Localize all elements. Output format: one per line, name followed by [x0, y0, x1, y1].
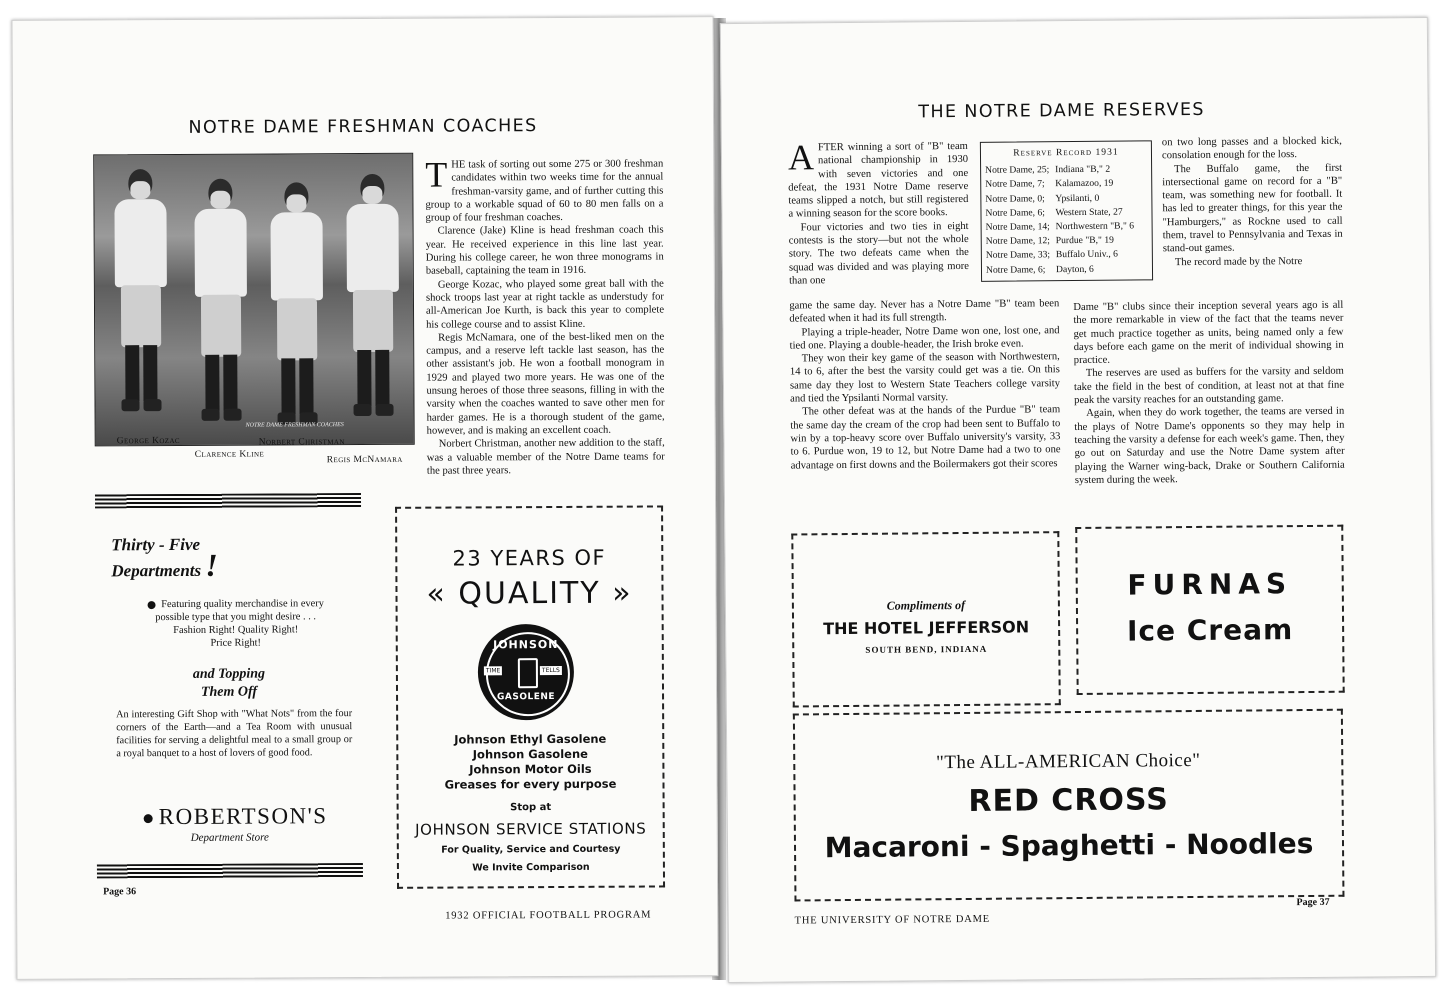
- johnson-logo: JOHNSON TIME TELLS GASOLENE: [478, 624, 575, 721]
- ad-stations: JOHNSON SERVICE STATIONS: [415, 819, 647, 839]
- page-title: THE NOTRE DAME RESERVES: [918, 99, 1205, 123]
- paragraph: The reserves are used as buffers for the varsity and seldom take the field in the best of condition, at least not at that fine peak the varsity reaches for an outstanding game.: [1073, 366, 1345, 407]
- record-row: Notre Dame, 33; Buffalo Univ., 6: [985, 249, 1119, 262]
- bullet-icon: [147, 601, 155, 609]
- record-row: Notre Dame, 0; Ypsilanti, 0: [985, 192, 1100, 205]
- drop-cap: T: [425, 154, 448, 195]
- photo-figure: [114, 169, 167, 421]
- ad-stripes-top: [95, 493, 361, 508]
- caption-kozac: George Kozac: [116, 435, 181, 447]
- red-cross-ad: "The ALL-AMERICAN Choice" RED CROSS Macaroni - Spaghetti - Noodles: [793, 709, 1345, 902]
- record-row: Notre Dame, 14; Northwestern "B," 6: [985, 220, 1135, 233]
- paragraph: Clarence (Jake) Kline is head freshman coach this year. He received experience in this line last year. During his college career, he won three monograms in baseball, captaining the team in 1916.: [425, 224, 664, 278]
- paragraph: The record made by the Notre: [1174, 255, 1303, 268]
- photo-figure: [270, 182, 323, 434]
- caption-mcnamara: Regis McNamara: [326, 454, 403, 466]
- robertsons-ad: [95, 493, 363, 878]
- ad-tag1: For Quality, Service and Courtesy: [441, 843, 621, 856]
- page-number: Page 36: [103, 886, 137, 898]
- record-row: Notre Dame, 7; Kalamazoo, 19: [985, 178, 1114, 191]
- page-title: NOTRE DAME FRESHMAN COACHES: [188, 116, 538, 138]
- article-wide-right: [1073, 299, 1345, 488]
- record-row: Notre Dame, 6; Western State, 27: [985, 206, 1123, 219]
- paragraph: FTER winning a sort of "B" team national championship in 1930 with seven victories and one defeat, the 1931 Notre Dame reserve teams slipped a notch, but still registered a winning season for the score books.: [788, 140, 969, 220]
- page-footer: THE UNIVERSITY OF NOTRE DAME: [794, 913, 990, 927]
- paragraph: game the same day. Never has a Notre Dame "B" team been defeated when it had its full strength.: [789, 298, 1060, 325]
- left-page: [11, 16, 718, 980]
- page-footer: 1932 OFFICIAL FOOTBALL PROGRAM: [445, 909, 652, 922]
- record-row: Notre Dame, 6; Dayton, 6: [985, 263, 1094, 276]
- article-col1: [787, 137, 970, 288]
- bullet-icon: [144, 814, 153, 823]
- ad-stripes-bottom: [97, 863, 363, 878]
- article-col3: [1162, 135, 1343, 270]
- ad-heading: Thirty - Five Departments !: [111, 534, 218, 583]
- drop-cap: A: [787, 137, 815, 178]
- paragraph: Dame "B" clubs since their inception several years ago is all the more remarkable in view of the fact that the teams never get much practice together as units, being named only a few days before each game on the merit of individual showing in practice.: [1073, 299, 1344, 367]
- ad-tag2: We Invite Comparison: [472, 861, 590, 874]
- furnas-ad: FURNAS Ice Cream: [1075, 525, 1344, 695]
- paragraph: Playing a triple-header, Notre Dame won one, lost one, and tied one. Playing a double-header, the Irish broke even.: [789, 324, 1060, 352]
- ad-line2: « QUALITY »: [426, 575, 633, 612]
- product-list: Johnson Ethyl Gasolene Johnson Gasolene Johnson Motor Oils Greases for every purpose: [444, 731, 617, 792]
- store-subtitle: Department Store: [190, 831, 269, 844]
- record-title: Reserve Record 1931: [1013, 146, 1119, 159]
- record-row: Notre Dame, 12; Purdue "B," 19: [985, 234, 1114, 248]
- caption-christman: Norbert Christman: [258, 437, 345, 448]
- paragraph: on two long passes and a blocked kick, consolation enough for the loss.: [1161, 135, 1342, 162]
- article-wide-left: [789, 297, 1060, 472]
- article-body: [425, 154, 665, 477]
- paragraph: George Kozac, who played some great ball with the shock troops last year at right tackle as understudy for all-American Joe Kurth, is back this year to complete his college course and to assist Kline.: [425, 278, 665, 331]
- page-number: Page 37: [1296, 896, 1330, 909]
- paragraph: HE task of sorting out some 275 or 300 freshman candidates within two weeks time for the annual freshman-varsity game, and of further cutting this group to a workable squad of 60 to 80 men falls on a group of four freshman coaches.: [425, 158, 664, 224]
- paragraph: Again, when they do work together, the teams are versed in the plays of Notre Dame's opponents so they may help in teaching the varsity a defense for each week's game. Then, they go out on Saturday and use the Notre Dame system after playing the Warner wing-back, Drake or Southern California system during the week.: [1074, 406, 1345, 486]
- photo-figure: [194, 179, 247, 431]
- photo-overlay-caption: NOTRE DAME FRESHMAN COACHES: [245, 422, 344, 429]
- ad-features: Featuring quality merchandise in every possible type that you might desire . . . Fashion Right! Quality Right! Price Right!: [116, 597, 356, 650]
- ad-stop: Stop at: [510, 802, 552, 814]
- paragraph: Four victories and two ties in eight contests is the story—but not the whole story. The two defeats came when the squad was divided and was playing more than one: [788, 220, 970, 287]
- paragraph: Regis McNamara, one of the best-liked men on the campus, and a reserve left tackle last season, has the other assistant's job. He won a football monogram in 1929 and played two more years. He was one of the unsung heroes of those three seasons, filling in with the varsity when the coaches wanted to save other men for harder games. He is a thorough student of the game, however, and is making an excellent coach.: [426, 331, 665, 437]
- ad-paragraph: An interesting Gift Shop with "What Nots" from the four corners of the Earth—and a Tea Room with unusual facilities for serving a delightful meal to a small group or a royal banquet to a host of lovers of good food.: [116, 708, 353, 760]
- right-page: [720, 17, 1436, 983]
- hourglass-icon: [518, 658, 538, 688]
- photo-figure: [346, 174, 399, 426]
- caption-kline: Clarence Kline: [194, 449, 265, 460]
- paragraph: Norbert Christman, another new addition to the staff, was a valuable member of the Notre Dame teams for the past three years.: [426, 437, 665, 477]
- reserve-record-box: [980, 140, 1153, 281]
- johnson-ad: [395, 505, 665, 888]
- record-row: Notre Dame, 25; Indiana "B," 2: [985, 163, 1111, 177]
- ad-line1: 23 YEARS OF: [452, 545, 607, 571]
- store-name: ROBERTSON'S: [111, 803, 361, 830]
- hotel-jefferson-ad: Compliments of THE HOTEL JEFFERSON SOUTH BEND, INDIANA: [791, 531, 1061, 707]
- paragraph: The other defeat was at the hands of the Purdue "B" team the same day the cream of the crop had been sent to Buffalo to win by a top-heavy score over Buffalo university's varsity, 33 to 6. Purdue won, 19 to 12, but Notre Dame had a two to one advantage on first downs and the Boilermakers got their scores: [790, 404, 1061, 472]
- ad-subheading: and Topping Them Off: [192, 666, 266, 700]
- exclaim-mark: !: [205, 546, 218, 583]
- coaches-photo: [93, 153, 415, 447]
- paragraph: The Buffalo game, the first intersectional game on record for a "B" team, was something new for football. It has led to greater things, for this year the "Hamburgers," as Rockne used to call them, travel to Pennsylvania and Texas in stand-out games.: [1162, 162, 1343, 255]
- paragraph: They won their key game of the season with Northwestern, 14 to 6, after the best the varsity could get was a tie. On this same day they lost to Western State Teachers college varsity and tied the Ypsilanti Normal varsity.: [789, 351, 1061, 405]
